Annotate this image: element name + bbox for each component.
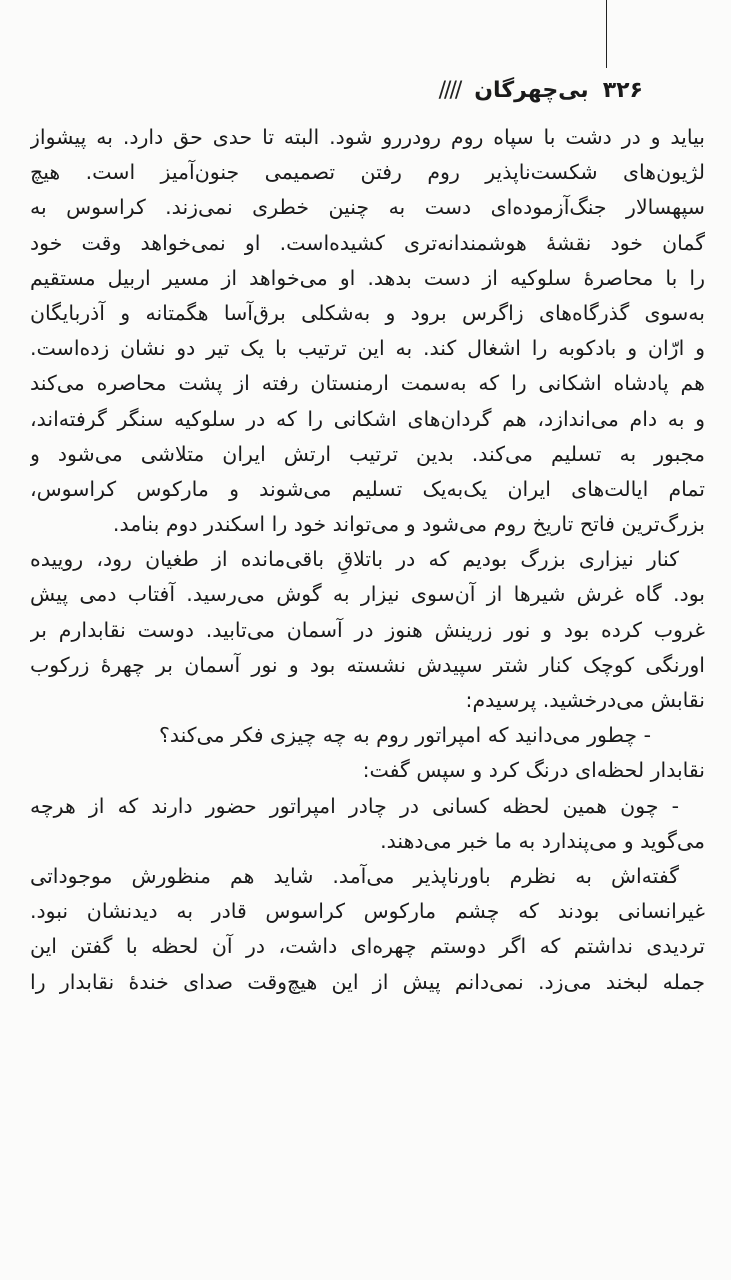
body-text (30, 120, 705, 1000)
text-line: بزرگ‌ترین فاتح تاریخ روم می‌شود و می‌تواند خود را اسکندر دوم بنامد. (112, 512, 705, 537)
text-line: نقابش می‌درخشید. پرسیدم: (465, 688, 705, 712)
text-line: گمان خود نقشهٔ هوشمندانه‌تری کشیده‌است. او نمی‌خواهد وقت خود (30, 230, 705, 255)
text-line: لژیون‌های شکست‌ناپذیر روم رفتن تصمیمی جنون‌آمیز است. هیچ (30, 160, 705, 185)
text-line: نقابدار لحظه‌ای درنگ کرد و سپس گفت: (362, 758, 705, 783)
text-line: غروب کرده بود و نور زرینش هنوز در آسمان می‌تابید. دوست نقابدارم بر (30, 617, 705, 642)
text-line: و به دام می‌اندازد، هم گردان‌های اشکانی را که در سلوکیه سنگر گرفته‌اند، (30, 406, 705, 431)
text-line: بیاید و در دشت با سپاه روم رودررو شود. البته تا حدی حق دارد. به پیشواز (30, 125, 705, 149)
text-line: - چطور می‌دانید که امپراتور روم به چه چیزی فکر می‌کند؟ (158, 723, 651, 748)
text-line: اورنگی کوچک کنار شتر سپیدش نشسته بود و نور آسمان بر چهرهٔ زرکوب (30, 652, 705, 677)
text-line: کنار نیزاری بزرگ بودیم که در باتلاقِ باقی‌مانده از طغیان رود، روییده (30, 547, 679, 572)
book-title: بی‌چهرگان (474, 77, 589, 103)
text-line: سپهسالار جنگ‌آزموده‌ای دست به چنین خطری نمی‌زند. کراسوس به (30, 195, 705, 220)
text-line: بود. گاه غرش شیرها از آن‌سوی نیزار به گوش می‌رسید. آفتاب دمی پیش (30, 582, 705, 607)
text-line: جمله لبخند می‌زد. نمی‌دانم پیش از این هیچ‌وقت صدای خندهٔ نقابدار را (30, 969, 705, 994)
text-line: مجبور به تسلیم می‌کند. بدین ترتیب ارتش ایران متلاشی می‌شود و (30, 441, 705, 466)
text-line: هم پادشاه اشکانی را که به‌سمت ارمنستان رفته از پشت محاصره می‌کند (30, 371, 705, 396)
text-line: تمام ایالت‌های ایران یک‌به‌یک تسلیم می‌شوند و مارکوس کراسوس، (30, 476, 705, 501)
text-line: غیرانسانی بودند که چشم مارکوس کراسوس قادر به دیدنشان نبود. (30, 899, 705, 924)
text-line: به‌سوی گذرگاه‌های زاگرس برود و به‌شکلی برق‌آسا هگمتانه و آذربایگان (30, 300, 705, 325)
text-line: و ارّان و بادکوبه را اشغال کند. به این ترتیب با یک تیر دو نشان زده‌است. (30, 336, 705, 361)
margin-rule (606, 0, 607, 68)
text-line: گفته‌اش به نظرم باورناپذیر می‌آمد. شاید هم منظورش موجوداتی (30, 863, 679, 888)
text-line: - چون همین لحظه کسانی در چادر امپراتور حضور دارند که از هرچه (30, 793, 679, 818)
page-header (439, 72, 643, 108)
page-number: ۳۲۶ (602, 77, 643, 103)
header-ornament: //// (438, 77, 461, 103)
text-line: تردیدی نداشتم که اگر دوستم چهره‌ای داشت، در آن لحظه با گفتن این (30, 934, 705, 959)
text-line: را با محاصرهٔ سلوکیه از دست بدهد. او می‌خواهد از مسیر اربیل مستقیم (30, 265, 705, 290)
text-line: می‌گوید و می‌پندارد به ما خبر می‌دهند. (380, 828, 705, 853)
